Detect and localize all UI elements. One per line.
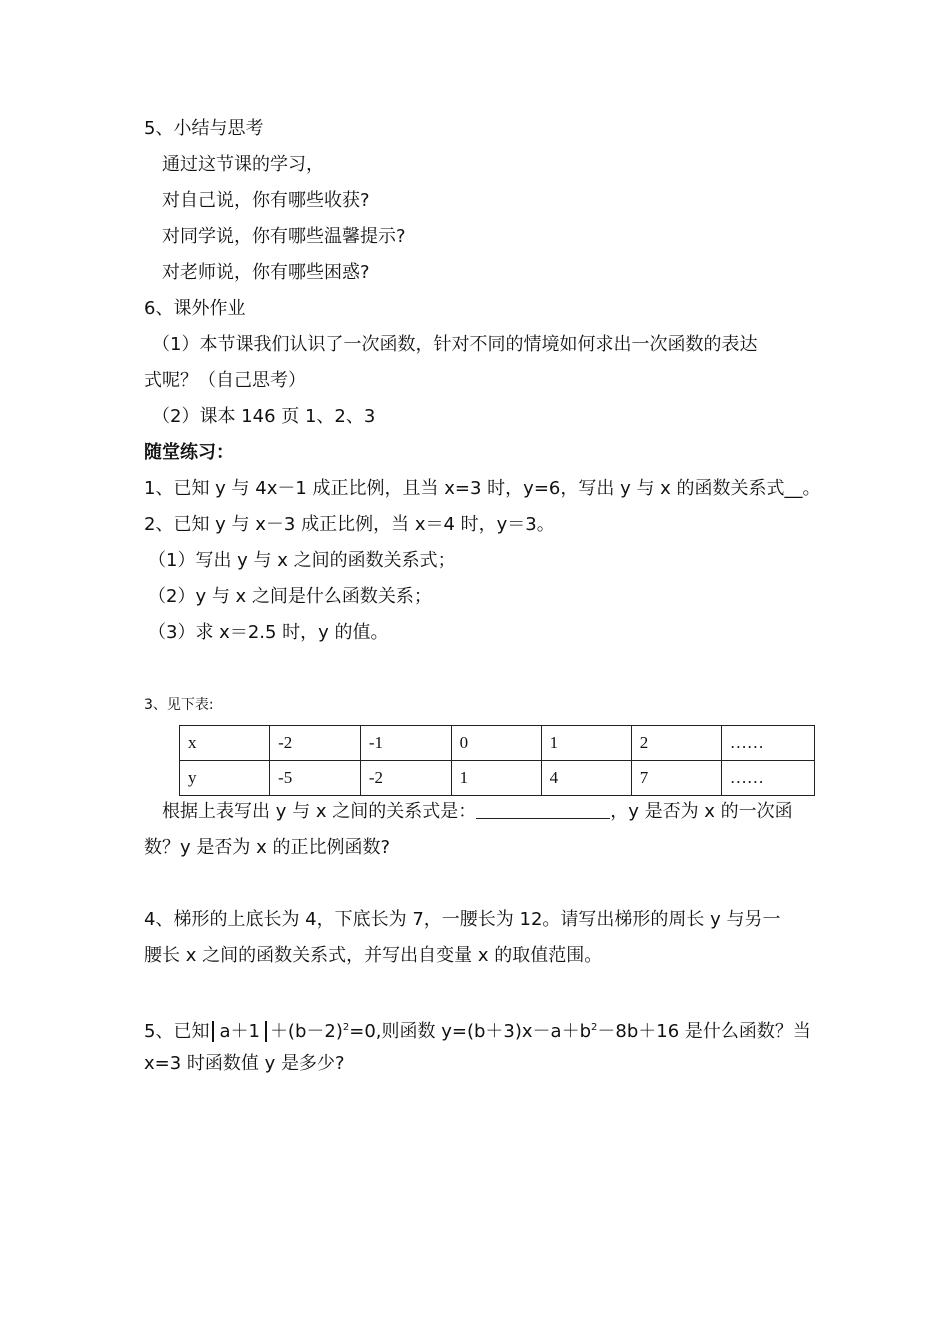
question-3-text-line-1 [162,800,793,824]
table-cell: -2 [360,761,451,796]
table-cell: 0 [451,726,541,761]
table-cell: 7 [631,761,721,796]
question-3-text-a: 根据上表写出 y 与 x 之间的关系式是： [162,801,477,822]
exponent-1: 2 [342,1022,350,1033]
question-4-line-2: 腰长 x 之间的函数关系式，并写出自变量 x 的取值范围。 [144,945,603,966]
table-cell: -2 [270,726,361,761]
question-2-part-2: （2）y 与 x 之间是什么函数关系； [148,586,432,607]
answer-blank [476,800,610,819]
table-cell: x [180,726,270,761]
question-2: 2、已知 y 与 x－3 成正比例，当 x＝4 时，y＝3。 [144,514,555,535]
question-5-prefix: 5、已知 [144,1021,210,1042]
homework-item-1-line-2: 式呢？（自己思考） [144,370,306,391]
question-3-text-b: ，y 是否为 x 的一次函 [610,801,793,822]
table-cell: 4 [541,761,631,796]
table-cell: 1 [451,761,541,796]
absolute-value-inner: a＋1 [219,1021,260,1042]
question-3-text-line-2: 数？y 是否为 x 的正比例函数? [144,837,391,858]
question-1: 1、已知 y 与 4x－1 成正比例，且当 x=3 时，y=6，写出 y 与 x 的函数关系式__。 [144,478,821,499]
table-cell: …… [721,726,814,761]
section-5-heading: 5、小结与思考 [144,118,264,139]
question-3-label: 3、见下表: [144,697,214,713]
summary-line-2: 对自己说，你有哪些收获? [162,190,370,211]
table-row-x [180,726,815,761]
table-cell: 1 [541,726,631,761]
question-5-line-2: x=3 时函数值 y 是多少? [144,1053,345,1074]
homework-item-2: （2）课本 146 页 1、2、3 [152,406,376,427]
table-cell: …… [721,761,814,796]
absolute-value [212,1021,266,1042]
homework-item-1-line-1: （1）本节课我们认识了一次函数，针对不同的情境如何求出一次函数的表达 [152,334,758,355]
table-cell: 2 [631,726,721,761]
question-5-mid: ＋(b－2) [269,1021,343,1042]
question-5-line-1 [144,1016,811,1044]
table-row-y [180,761,815,796]
practice-heading: 随堂练习： [144,442,234,463]
section-6-heading: 6、课外作业 [144,298,246,319]
table-cell: -5 [270,761,361,796]
question-5-tail: －8b＋16 是什么函数？当 [597,1021,811,1042]
summary-line-1: 通过这节课的学习， [162,154,324,175]
table-cell: y [180,761,270,796]
summary-line-3: 对同学说，你有哪些温馨提示? [162,226,406,247]
question-2-part-3: （3）求 x＝2.5 时，y 的值。 [148,622,389,643]
summary-line-4: 对老师说，你有哪些困惑? [162,262,370,283]
question-5-mid2: =0,则函数 y=(b＋3)x－a＋b [349,1021,591,1042]
table-cell: -1 [360,726,451,761]
question-4-line-1: 4、梯形的上底长为 4，下底长为 7，一腰长为 12。请写出梯形的周长 y 与另一 [144,909,781,930]
exponent-2: 2 [591,1022,598,1033]
question-2-part-1: （1）写出 y 与 x 之间的函数关系式； [148,550,456,571]
xy-table [179,725,815,796]
